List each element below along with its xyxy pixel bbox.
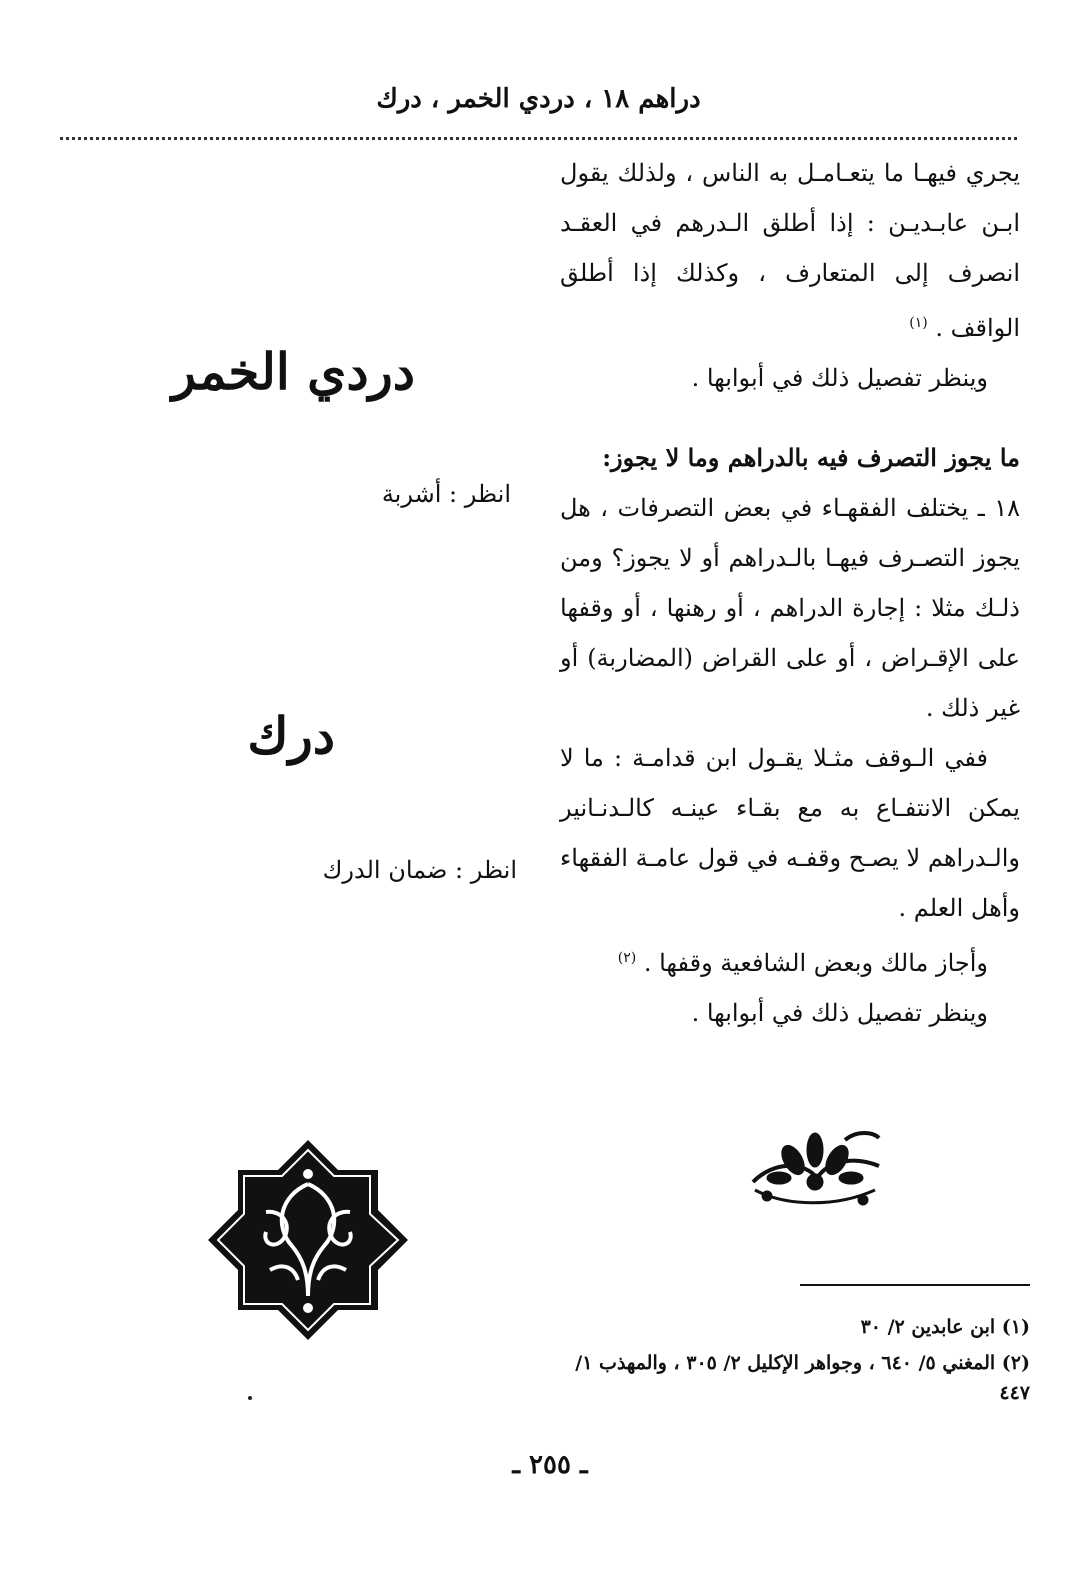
paragraph-1 bbox=[560, 148, 1020, 353]
running-header: دراهم ١٨ ، دردي الخمر ، درك bbox=[376, 84, 701, 114]
paragraph-5 bbox=[560, 933, 1020, 988]
footnote-ref-1: (١) bbox=[909, 315, 928, 331]
footnotes bbox=[560, 1312, 1030, 1414]
page-number: ـ ٢٥٥ ـ bbox=[512, 1450, 588, 1480]
section-subheading: ما يجوز التصرف فيه بالدراهم وما لا يجوز: bbox=[602, 443, 1020, 472]
paragraph-6: وينظر تفصيل ذلك في أبوابها . bbox=[691, 999, 988, 1027]
main-column bbox=[560, 148, 1020, 1038]
paragraph-5-text: وأجاز مالك وبعض الشافعية وقفها . bbox=[643, 949, 988, 977]
paragraph-3: ١٨ ـ يختلف الفقهـاء في بعض التصرفات ، هل يجوز التصـرف فيهـا بالـدراهم أو لا يجوز؟ ومن ذلـك مثلا : إجارة الدراهم ، أو رهنها ، أو وقفها على الإقـراض ، أو على القراض (المضاربة) أو غير ذلك . bbox=[560, 494, 1020, 722]
entry-title-durdi-alkhamr: دردي الخمر bbox=[171, 342, 415, 401]
header-dotted-rule bbox=[60, 137, 1017, 140]
paragraph-4: ففي الـوقف مثـلا يقـول ابن قدامـة : ما لا يمكن الانتفـاع به مع بقـاء عينـه كالـدنـانير والـدراهم لا يصـح وقفـه في قول عامـة الفقهاء وأهل العلم . bbox=[560, 744, 1020, 922]
stray-mark bbox=[248, 1396, 252, 1400]
see-also-daman-aldarak: انظر : ضمان الدرك bbox=[322, 856, 517, 884]
entry-title-darak: درك bbox=[247, 706, 335, 765]
footnote-separator bbox=[800, 1284, 1030, 1286]
paragraph-1-text: يجري فيهـا ما يتعـامـل به الناس ، ولذلك يقول ابـن عابـديـن : إذا أطلق الـدرهم في العقـد انصرف إلى المتعارف ، وكذلك إذا أطلق الواقف . bbox=[560, 159, 1020, 342]
footnote-2: (٢) المغني ٥/ ٦٤٠ ، وجواهر الإكليل ٢/ ٣٠٥ ، والمهذب ١/ ٤٤٧ bbox=[575, 1352, 1030, 1404]
paragraph-2: وينظر تفصيل ذلك في أبوابها . bbox=[691, 364, 988, 392]
footnote-ref-2: (٢) bbox=[617, 950, 637, 966]
star-ornament-icon bbox=[208, 1140, 408, 1340]
see-also-ashriba: انظر : أشربة bbox=[381, 480, 511, 508]
footnote-1: (١) ابن عابدين ٢/ ٣٠ bbox=[860, 1316, 1030, 1338]
floral-ornament-icon bbox=[745, 1120, 885, 1220]
